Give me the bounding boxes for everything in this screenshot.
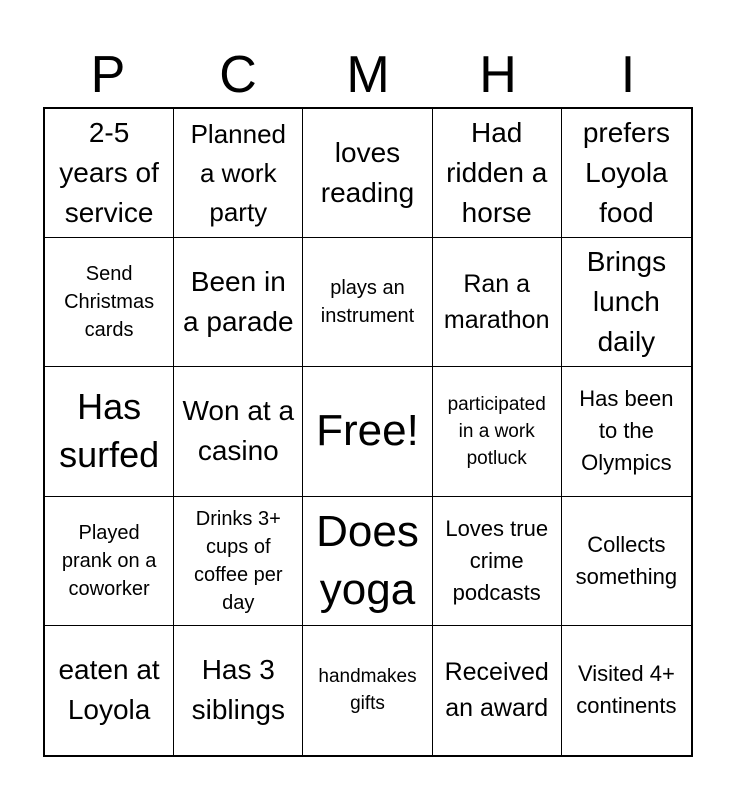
cell-text: Had ridden a horse: [446, 117, 548, 229]
cell-text: loves reading: [320, 137, 415, 209]
cell-text: Visited 4+ continents: [576, 661, 677, 719]
free-space[interactable]: [303, 367, 432, 496]
cell-text: Has surfed: [59, 386, 160, 476]
bingo-cell[interactable]: [433, 367, 562, 496]
cell-text: 2-5 years of service: [59, 117, 159, 229]
bingo-cell[interactable]: [303, 238, 432, 367]
cell-text: Loves true crime podcasts: [445, 515, 549, 605]
cell-text: Has 3 siblings: [191, 654, 285, 726]
bingo-cell[interactable]: [303, 497, 432, 626]
bingo-cell[interactable]: [562, 109, 691, 238]
bingo-board: [43, 107, 693, 757]
bingo-cell[interactable]: [174, 497, 303, 626]
bingo-cell[interactable]: [45, 367, 174, 496]
cell-text: Been in a parade: [183, 266, 294, 338]
bingo-header: [43, 42, 693, 108]
cell-text: Send Christmas cards: [64, 263, 155, 342]
bingo-cell[interactable]: [174, 238, 303, 367]
cell-text: Drinks 3+ cups of coffee per day: [193, 507, 283, 614]
header-letter-c: C: [219, 46, 257, 104]
bingo-cell[interactable]: [45, 109, 174, 238]
cell-text: plays an instrument: [320, 277, 415, 328]
bingo-cell[interactable]: [45, 497, 174, 626]
header-letter-p: P: [90, 46, 126, 104]
cell-text: participated in a work potluck: [447, 393, 546, 469]
bingo-cell[interactable]: [433, 238, 562, 367]
header-letter-i: I: [620, 46, 636, 104]
header-letter-m: M: [346, 46, 390, 104]
bingo-cell[interactable]: [174, 626, 303, 755]
bingo-cell[interactable]: [562, 497, 691, 626]
cell-text: Brings lunch daily: [586, 246, 667, 358]
cell-text: prefers Loyola food: [582, 117, 670, 229]
cell-text: Does yoga: [316, 506, 419, 614]
cell-text: eaten at Loyola: [58, 654, 160, 726]
cell-text: Ran a marathon: [443, 270, 550, 335]
header-letter-h: H: [479, 46, 517, 104]
bingo-cell[interactable]: [433, 626, 562, 755]
bingo-cell[interactable]: [433, 497, 562, 626]
bingo-cell[interactable]: [562, 626, 691, 755]
cell-text: Free!: [316, 406, 419, 456]
cell-text: Planned a work party: [190, 118, 286, 227]
cell-text: handmakes gifts: [318, 666, 417, 715]
bingo-cell[interactable]: [174, 367, 303, 496]
bingo-cell[interactable]: [303, 626, 432, 755]
bingo-cell[interactable]: [562, 367, 691, 496]
bingo-cell[interactable]: [433, 109, 562, 238]
cell-text: Collects something: [575, 531, 678, 589]
bingo-cell[interactable]: [562, 238, 691, 367]
bingo-cell[interactable]: [45, 238, 174, 367]
cell-text: Played prank on a coworker: [61, 521, 157, 600]
cell-text: Has been to the Olympics: [579, 386, 674, 476]
bingo-cell[interactable]: [303, 109, 432, 238]
bingo-cell[interactable]: [174, 109, 303, 238]
bingo-cell[interactable]: [45, 626, 174, 755]
cell-text: Received an award: [444, 658, 549, 723]
cell-text: Won at a casino: [182, 395, 295, 467]
